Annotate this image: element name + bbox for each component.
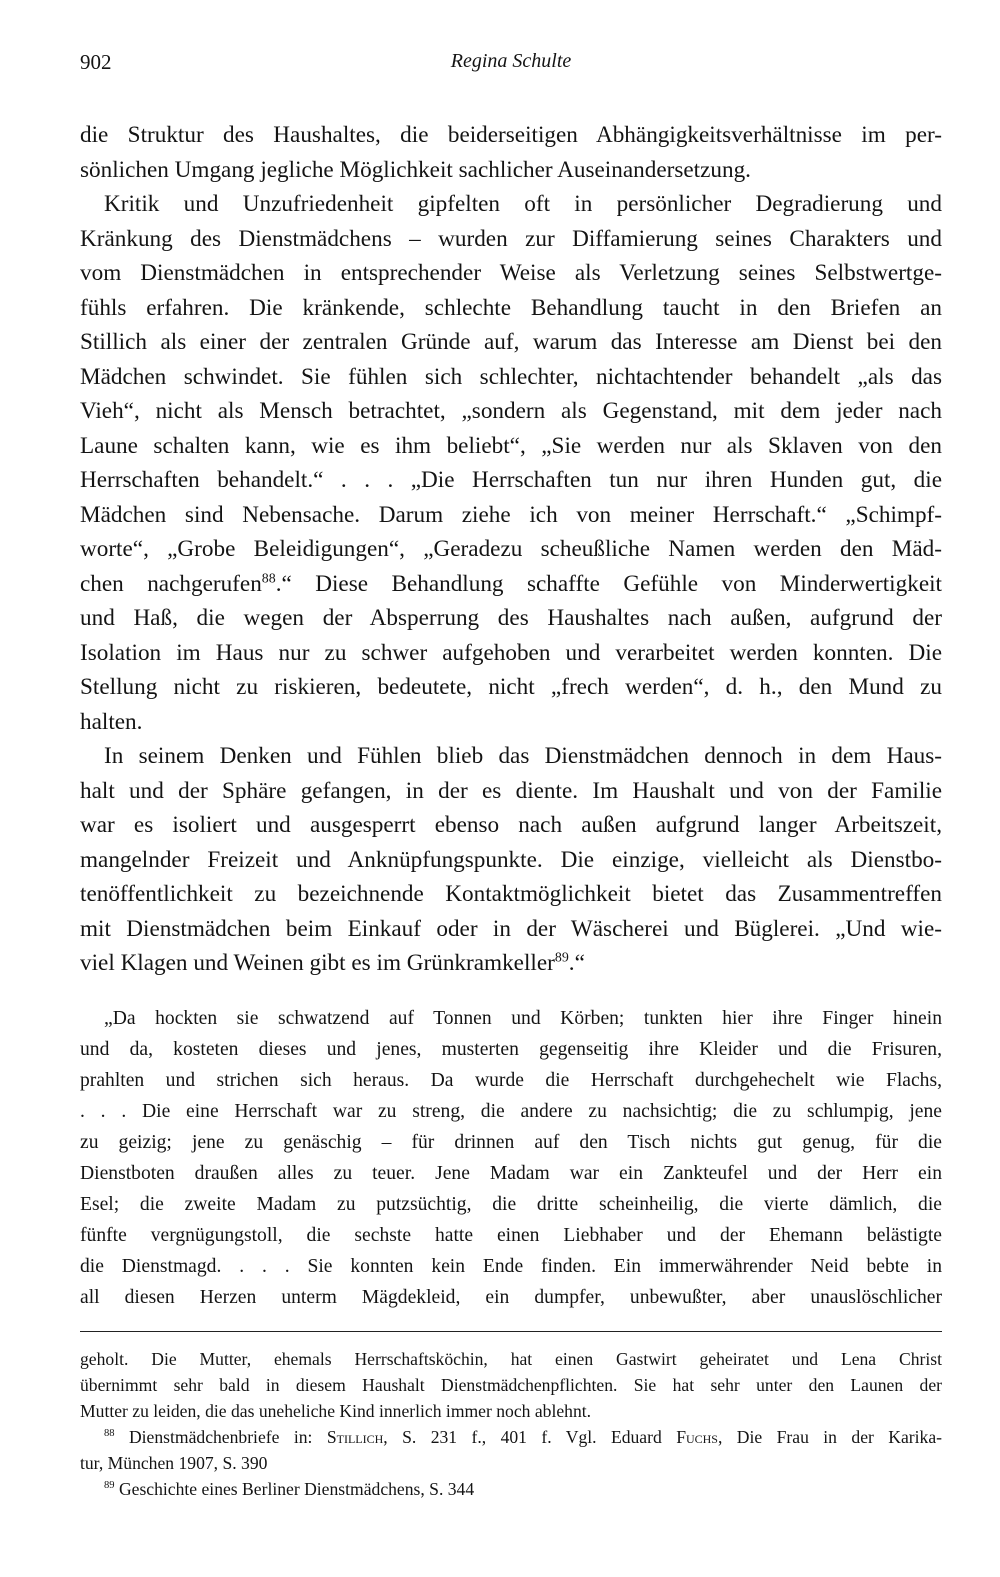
body-line: tenöffentlichkeit zu bezeichnende Kontaktmöglichkeit bietet das Zusammentreffen <box>80 881 942 907</box>
body-line: mit Dienstmädchen beim Einkauf oder in der Wäscherei und Büglerei. „Und wie- <box>80 915 942 942</box>
quote-line: prahlten und strichen sich heraus. Da wurde die Herrschaft durchgehechelt wie Flachs, <box>80 1069 942 1091</box>
footnotes <box>80 1346 942 1502</box>
footnote-rule <box>80 1331 942 1332</box>
footnote-text: Dienstmädchenbriefe in: <box>114 1426 327 1447</box>
footnote-89 <box>80 1476 942 1502</box>
body-line: war es isoliert und ausgesperrt ebenso nach außen aufgrund langer Arbeitszeit, <box>80 812 942 838</box>
body-line: Herrschaften behandelt.“ . . . „Die Herrschaften tun nur ihren Hunden gut, die <box>80 467 942 493</box>
footnote-author: Fuchs <box>676 1426 718 1447</box>
footnote-ref-89: 89 <box>554 950 569 966</box>
quote-line: Dienstboten draußen alles zu teuer. Jene Madam war ein Zankteufel und der Herr ein <box>80 1162 942 1184</box>
body-line: Vieh“, nicht als Mensch betrachtet, „sondern als Gegenstand, mit dem jeder nach <box>80 398 942 424</box>
body-line-text: viel Klagen und Weinen gibt es im Grünkramkeller <box>80 950 555 976</box>
page-number: 902 <box>80 50 112 74</box>
body-line: sönlichen Umgang jegliche Möglichkeit sachlicher Auseinandersetzung. <box>80 156 751 183</box>
footnote-marker-89: 89 <box>104 1479 115 1491</box>
body-line: Mädchen schwindet. Sie fühlen sich schlechter, nichtachtender behandelt „als das <box>80 363 942 390</box>
quote-line: und da, kosteten dieses und jenes, musterten gegenseitig ihre Kleider und die Frisuren, <box>80 1038 942 1060</box>
body-line: Stillich als einer der zentralen Gründe auf, warum das Interesse am Dienst bei den <box>80 329 942 355</box>
body-line: und Haß, die wegen der Absperrung des Haushaltes nach außen, aufgrund der <box>80 605 942 631</box>
spacer <box>80 981 942 1003</box>
body-line <box>80 946 942 981</box>
block-quote <box>80 1003 942 1313</box>
quote-line: Esel; die zweite Madam zu putzsüchtig, die dritte scheinheilig, die vierte dämlich, die <box>80 1193 942 1215</box>
main-text <box>80 118 942 1502</box>
page-header <box>80 50 942 80</box>
quote-line: fünfte vergnügungstoll, die sechste hatte einen Liebhaber und der Ehemann belästigte <box>80 1224 942 1246</box>
quote-line: „Da hockten sie schwatzend auf Tonnen und Körben; tunkten hier ihre Finger hinein <box>104 1007 942 1029</box>
body-line: vom Dienstmädchen in entsprechender Weise als Verletzung seines Selbstwertge- <box>80 260 942 286</box>
footnote-text: , S. 231 f., 401 f. Vgl. Eduard <box>383 1426 677 1447</box>
body-line: Mädchen sind Nebensache. Darum ziehe ich von meiner Herrschaft.“ „Schimpf- <box>80 501 942 528</box>
body-line: Kritik und Unzufriedenheit gipfelten oft in persönlicher Degradierung und <box>104 191 942 217</box>
footnote-line: übernimmt sehr bald in diesem Haushalt Dienstmädchenpflichten. Sie hat sehr unter den Launen der <box>80 1374 942 1395</box>
body-line-text: .“ <box>568 950 585 976</box>
body-line: Isolation im Haus nur zu schwer aufgehoben und verarbeitet werden konnten. Die <box>80 639 942 666</box>
body-line <box>80 567 942 602</box>
quote-line: die Dienstmagd. . . . Sie konnten kein Ende finden. Ein immerwährender Neid bebte in <box>80 1255 942 1277</box>
quote-line: all diesen Herzen unterm Mägdekleid, ein dumpfer, unbewußter, aber unauslöschlicher <box>80 1286 942 1308</box>
body-line: Stellung nicht zu riskieren, bedeutete, nicht „frech werden“, d. h., den Mund zu <box>80 674 942 700</box>
footnote-line: geholt. Die Mutter, ehemals Herrschaftsköchin, hat einen Gastwirt geheiratet und Lena Christ <box>80 1348 942 1369</box>
body-line-text: chen nachgerufen <box>80 570 262 597</box>
quote-line: zu geizig; jene zu genäschig – für drinnen auf den Tisch nichts gut genug, für die <box>80 1131 942 1153</box>
footnote-text: , Die Frau in der Karika- <box>717 1426 943 1447</box>
body-line: worte“, „Grobe Beleidigungen“, „Geradezu scheußliche Namen werden den Mäd- <box>80 536 942 562</box>
footnote-line: Mutter zu leiden, die das uneheliche Kind innerlich immer noch ablehnt. <box>80 1400 592 1421</box>
running-head: Regina Schulte <box>450 50 572 72</box>
body-line: halten. <box>80 708 143 735</box>
quote-line: . . . Die eine Herrschaft war zu streng, die andere zu nachsichtig; die zu schlumpig, jene <box>80 1100 942 1122</box>
body-line: Kränkung des Dienstmädchens – wurden zur Diffamierung seines Charakters und <box>80 225 942 252</box>
footnote-text: Geschichte eines Berliner Dienstmädchens, S. 344 <box>114 1478 475 1499</box>
body-line-text: .“ Diese Behandlung schaffte Gefühle von Minderwertigkeit <box>275 570 942 597</box>
footnote-ref-88: 88 <box>261 570 276 586</box>
body-line: halt und der Sphäre gefangen, in der es diente. Im Haushalt und von der Familie <box>80 777 942 804</box>
body-line: mangelnder Freizeit und Anknüpfungspunkte. Die einzige, vielleicht als Dienstbo- <box>80 846 942 873</box>
body-line: Laune schalten kann, wie es ihm beliebt“, „Sie werden nur als Sklaven von den <box>80 432 942 459</box>
body-line: fühls erfahren. Die kränkende, schlechte Behandlung taucht in den Briefen an <box>80 294 942 321</box>
footnote-88 <box>80 1424 942 1450</box>
footnote-author: Stillich <box>326 1426 384 1447</box>
footnote-marker-88: 88 <box>104 1427 115 1439</box>
footnote-line: tur, München 1907, S. 390 <box>80 1452 268 1473</box>
body-line: die Struktur des Haushaltes, die beiderseitigen Abhängigkeitsverhältnisse im per- <box>80 122 942 148</box>
body-line: In seinem Denken und Fühlen blieb das Dienstmädchen dennoch in dem Haus- <box>104 743 942 769</box>
